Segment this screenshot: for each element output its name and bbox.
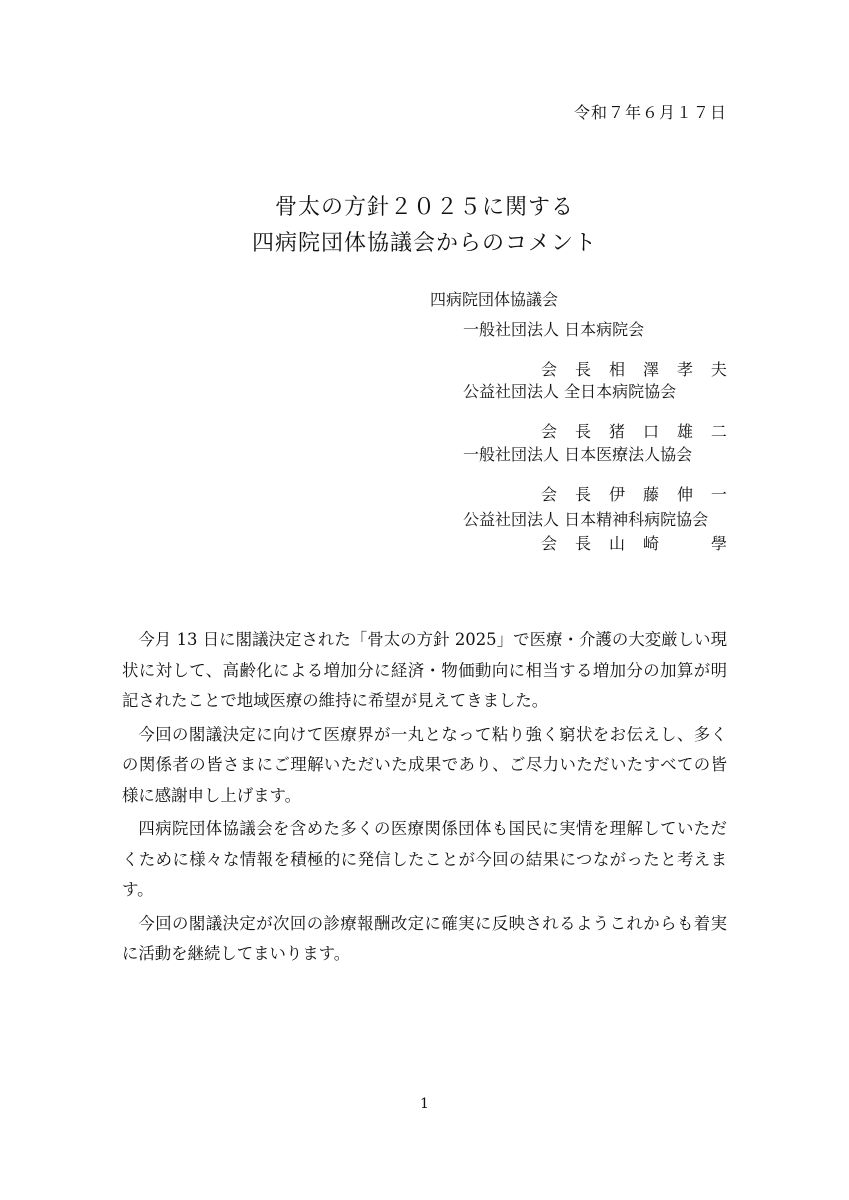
name-char: 伊 (608, 485, 625, 504)
name-char: 澤 (642, 360, 659, 379)
paragraph: 今回の閣議決定が次回の診療報酬改定に確実に反映されるようこれからも着実に活動を継続してまいります。 (122, 913, 727, 963)
name-char: 崎 (643, 534, 660, 553)
signatory-block (463, 318, 727, 382)
name-char: 雄 (676, 422, 693, 441)
organization-name: 公益社団法人 全日本病院協会 (463, 382, 677, 401)
document-date: 令和７年６月１７日 (573, 103, 727, 122)
name-char: 藤 (642, 485, 659, 504)
signatory-block (463, 508, 727, 556)
role-char: 会 (541, 485, 558, 504)
role-char: 長 (575, 534, 592, 553)
role-char: 会 (541, 360, 558, 379)
signatory (541, 483, 727, 507)
comment-body (122, 625, 727, 973)
organization-name: 公益社団法人 日本精神科病院協会 (463, 510, 709, 529)
name-char: 相 (608, 360, 625, 379)
name-char: 學 (710, 534, 727, 553)
name-char (677, 532, 693, 556)
council-name: 四病院団体協議会 (430, 290, 559, 309)
role-char: 長 (574, 422, 591, 441)
signatory (541, 532, 727, 556)
name-char: 山 (609, 534, 626, 553)
name-char: 口 (642, 422, 659, 441)
page-number: 1 (420, 1096, 429, 1112)
paragraph: 今回の閣議決定に向けて医療界が一丸となって粘り強く窮状をお伝えし、多くの関係者の皆さまにご理解いただいた成果であり、ご尽力いただいたすべての皆様に感謝申し上げます。 (122, 724, 727, 805)
organization-name: 一般社団法人 日本医療法人協会 (463, 445, 693, 464)
role-char: 長 (574, 485, 591, 504)
role-char: 長 (574, 360, 591, 379)
role-char: 会 (541, 422, 558, 441)
name-char: 二 (710, 422, 727, 441)
name-char: 夫 (710, 360, 727, 379)
title-line-1: 骨太の方針２０２５に関する (274, 195, 574, 220)
signatory (541, 358, 727, 382)
signatory (541, 420, 727, 444)
paragraph: 四病院団体協議会を含めた多くの医療関係団体も国民に実情を理解していただくために様々な情報を積極的に発信したことが今回の結果につながったと考えます。 (122, 819, 727, 899)
name-char: 伸 (676, 485, 693, 504)
signatory-block (463, 443, 727, 507)
document-title (0, 190, 849, 262)
name-char: 孝 (676, 360, 693, 379)
paragraph: 今月 13 日に閣議決定された「骨太の方針 2025」で医療・介護の大変厳しい現状に対して、高齢化による増加分に経済・物価動向に相当する増加分の加算が明記されたことで地域医療の維持に希望が見えてきました。 (122, 630, 727, 710)
name-char: 猪 (608, 422, 625, 441)
name-char: 一 (710, 485, 727, 504)
organization-name: 一般社団法人 日本病院会 (463, 320, 645, 339)
title-line-2: 四病院団体協議会からのコメント (251, 231, 597, 256)
signatory-block (463, 380, 727, 444)
role-char: 会 (541, 534, 558, 553)
